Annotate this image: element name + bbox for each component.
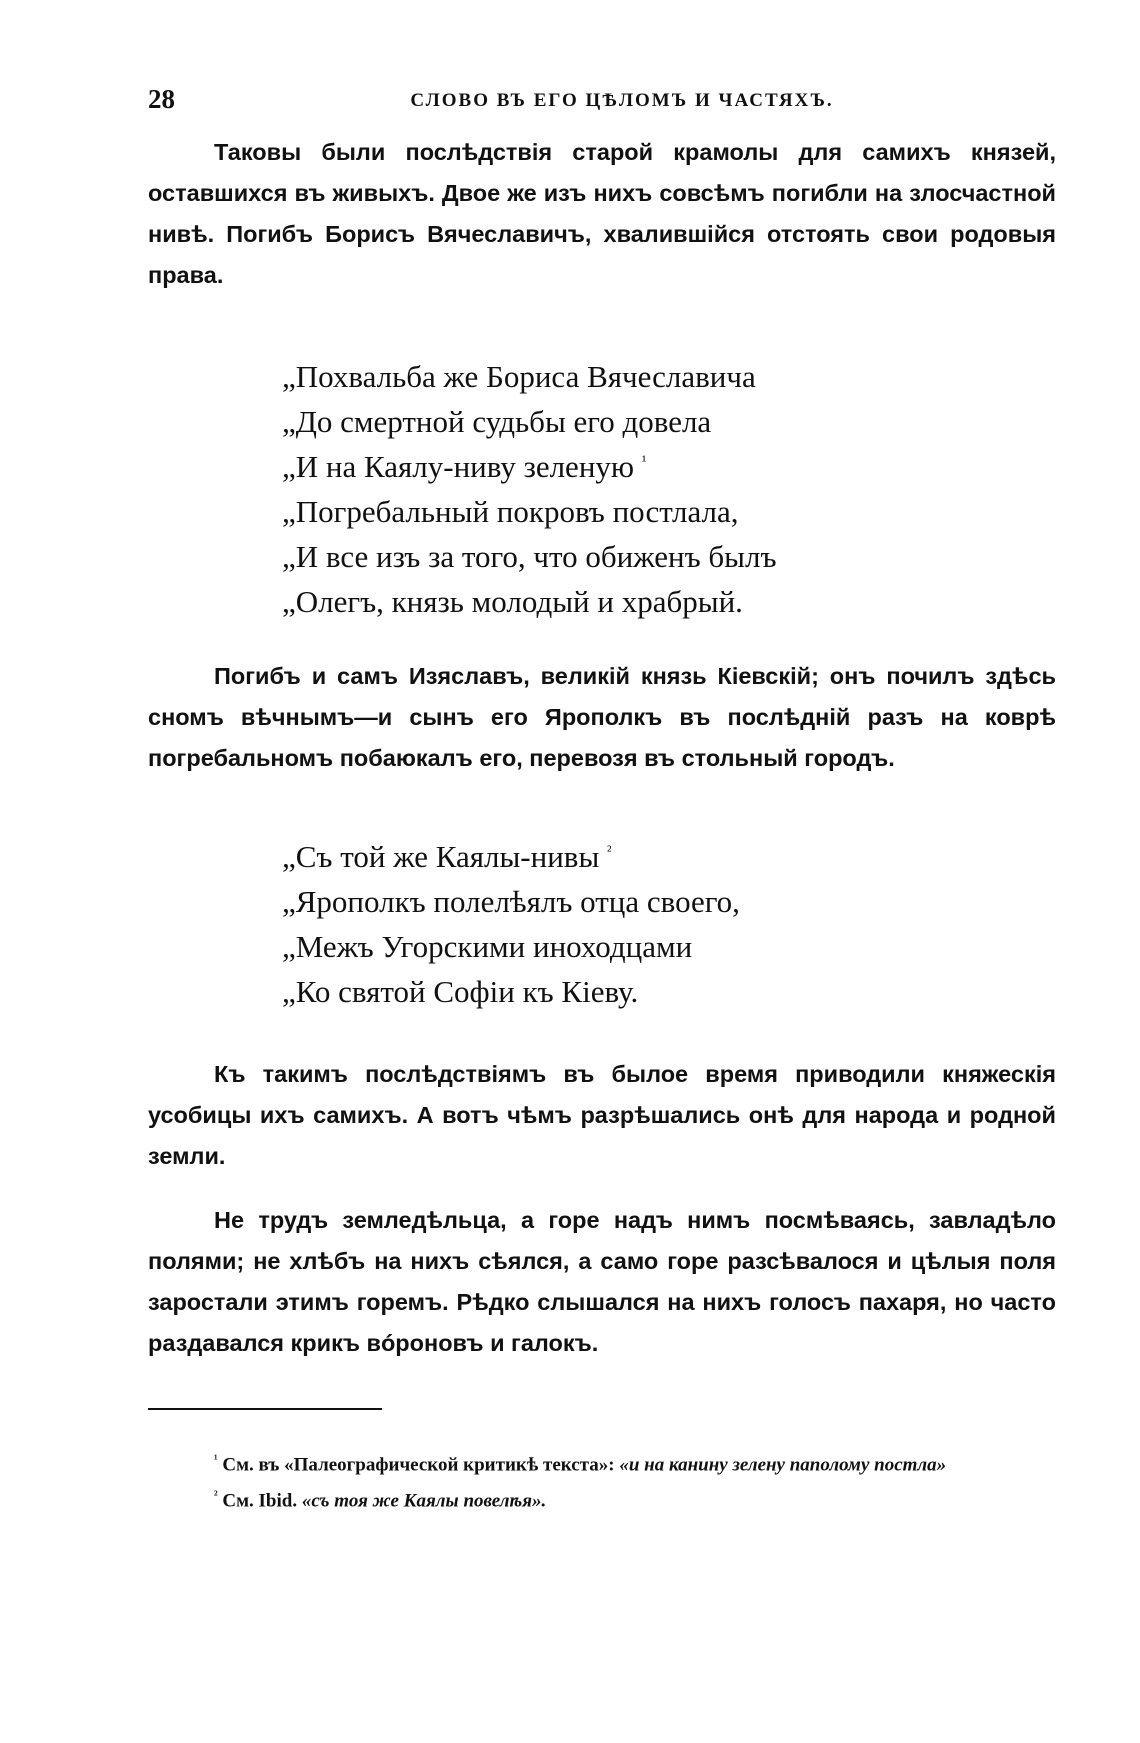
page-header (148, 84, 1056, 124)
footnotes (148, 1444, 1056, 1517)
verse-line: „До смертной судьбы его довела (282, 404, 712, 439)
paragraph-2: Погибъ и самъ Изяславъ, великій князь Кіевскій; онъ почилъ здѣсь сномъ вѣчнымъ—и сынъ его Ярополкъ въ послѣдній разъ на коврѣ погребальномъ побаюкалъ его, перевозя въ стольный городъ. (148, 663, 1056, 771)
page-number: 28 (148, 84, 175, 114)
footnote-divider (148, 1408, 382, 1410)
footnote-quote: «и на канину зелену паполому постла» (619, 1454, 947, 1476)
footnote-2 (148, 1480, 1056, 1516)
verse-line: „Ко святой Софіи къ Кіеву. (282, 974, 639, 1009)
paragraph-4: Не трудъ земледѣльца, а горе надъ нимъ посмѣваясь, завладѣло полями; не хлѣбъ на нихъ сѣялся, а само горе разсѣвалося и цѣлыя поля заростали этимъ горемъ. Рѣдко слышался на нихъ голосъ пахаря, но часто раздавался крикъ вóроновъ и галокъ. (148, 1207, 1056, 1356)
verse-block-2 (282, 834, 740, 1014)
footnote-quote: «съ тоя же Каялы повелѣя». (301, 1490, 547, 1512)
footnote-ref-1: ¹ (641, 453, 647, 470)
verse-line: „Межъ Угорскими иноходцами (282, 929, 693, 964)
verse-block-1 (282, 354, 777, 624)
verse-line: „Погребальный покровъ постлала, (282, 494, 739, 529)
footnote-mark: ² (214, 1488, 218, 1503)
footnote-text: См. Ibid. (222, 1490, 298, 1512)
footnote-text: См. въ «Палеографической критикѣ текста»: (222, 1454, 615, 1476)
footnote-mark: ¹ (214, 1452, 218, 1466)
verse-line (282, 834, 740, 879)
footnote-ref-2: ² (607, 843, 612, 860)
verse-line-text: „И на Каялу-ниву зеленую (282, 449, 635, 484)
paragraph-3: Къ такимъ послѣдствіямъ въ былое время приводили княжескія усобицы ихъ самихъ. А вотъ чѣмъ разрѣшались онѣ для народа и родной земли. (148, 1061, 1056, 1169)
running-head: СЛОВО ВЪ ЕГО ЦѢЛОМЪ И ЧАСТЯХЪ. (410, 90, 834, 111)
paragraph-1: Таковы были послѣдствія старой крамолы для самихъ князей, оставшихся въ живыхъ. Двое же изъ нихъ совсѣмъ погибли на злосчастной нивѣ. Погибъ Борисъ Вячеславичъ, хвалившійся отстоять свои родовыя права. (148, 139, 1056, 288)
verse-line: „Похвальба же Бориса Вячеславича (282, 359, 756, 394)
verse-line: „И все изъ за того, что обиженъ былъ (282, 539, 777, 574)
footnote-1 (148, 1444, 1056, 1480)
verse-line-text: „Съ той же Каялы-нивы (282, 839, 600, 874)
verse-line: „Ярополкъ полелѣялъ отца своего, (282, 884, 740, 919)
verse-line (282, 444, 777, 489)
verse-line: „Олегъ, князь молодый и храбрый. (282, 584, 743, 619)
